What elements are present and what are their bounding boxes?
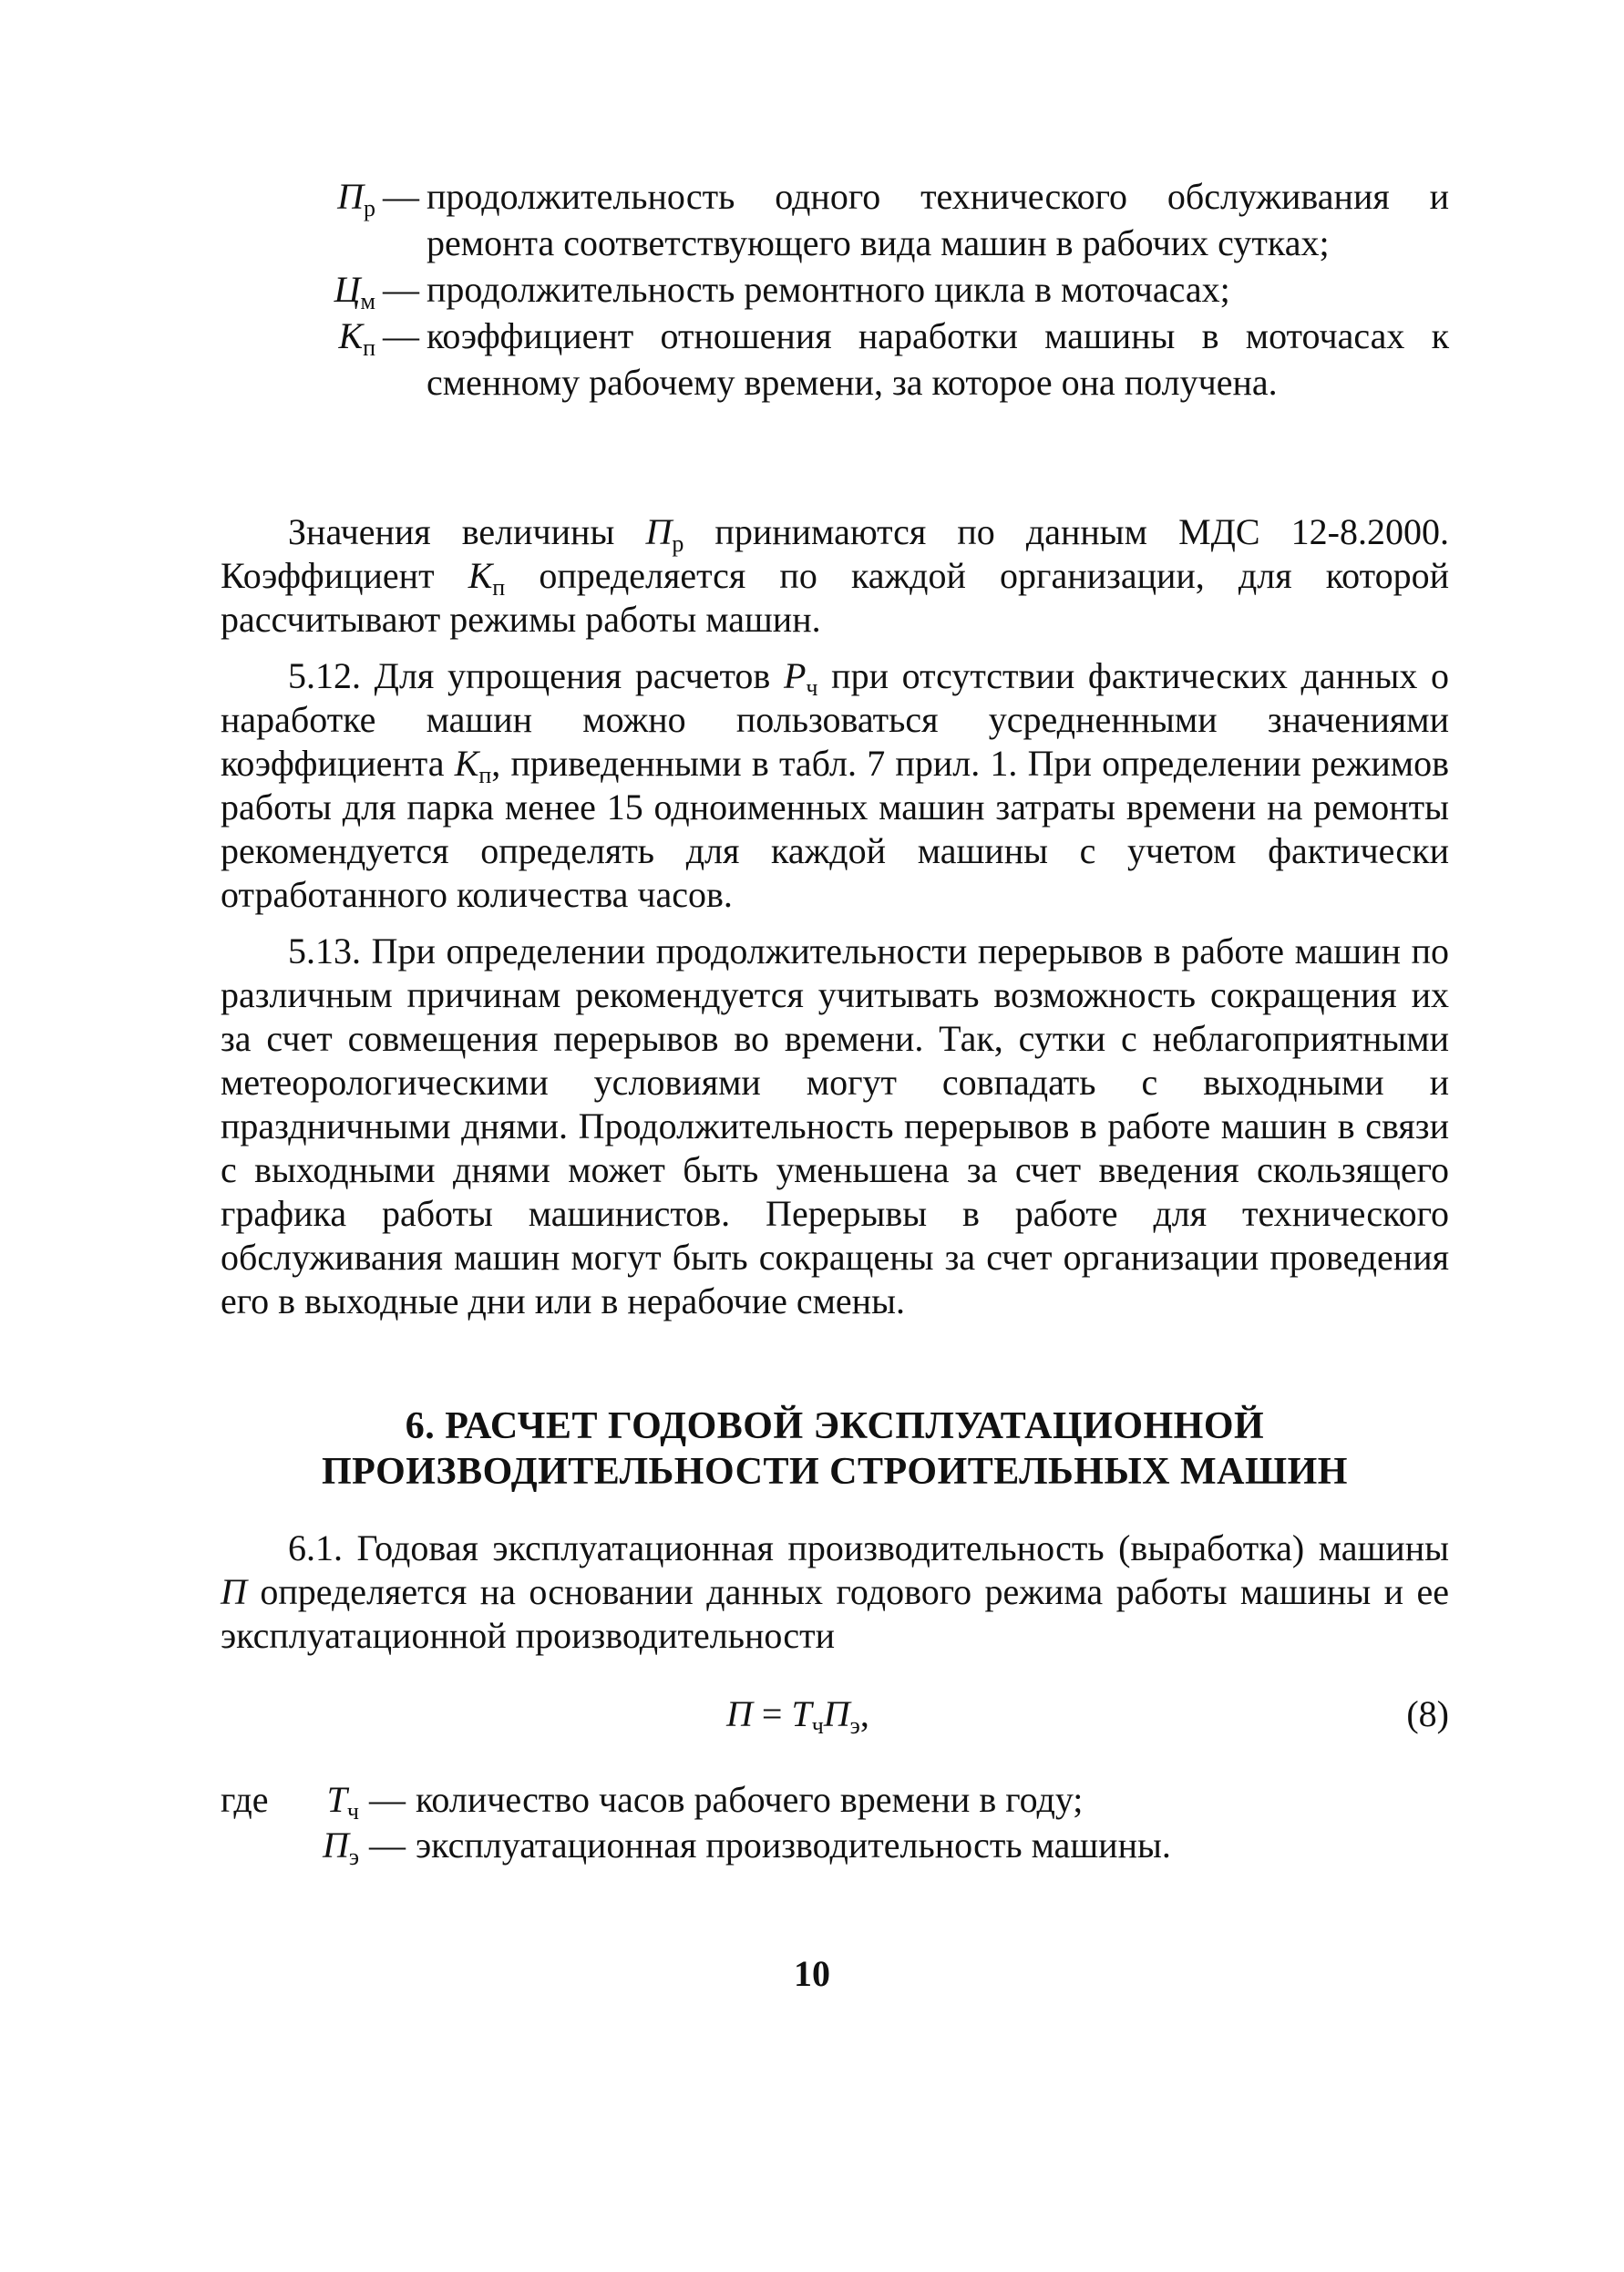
spacer xyxy=(221,1823,301,1868)
heading-line: ПРОИЗВОДИТЕЛЬНОСТИ СТРОИТЕЛЬНЫХ МАШИН xyxy=(322,1451,1348,1493)
symbol: $Ц_м$ xyxy=(334,269,375,314)
where-label: где xyxy=(221,1779,269,1820)
legend-item xyxy=(221,1777,1449,1823)
heading-line: 6. РАСЧЕТ ГОДОВОЙ ЭКСПЛУАТАЦИОННОЙ xyxy=(405,1405,1265,1447)
legend-item xyxy=(221,1823,1449,1868)
legend-text: эксплуатационная производительность машины. xyxy=(416,1825,1171,1866)
legend-text: количество часов рабочего времени в году; xyxy=(416,1779,1084,1820)
body-section-6 xyxy=(221,1527,1449,1671)
formula-8 xyxy=(221,1691,1449,1738)
definition-text: коэффициент отношения наработки машины в моточасах к сменному рабочему времени, за которое она получена. xyxy=(427,315,1449,403)
dash: — xyxy=(369,1825,406,1866)
body-section-5 xyxy=(221,510,1449,1336)
symbol: $Т_ч$ xyxy=(326,1779,359,1825)
dash: — xyxy=(383,315,419,356)
definition-item xyxy=(301,173,1449,266)
symbol: $К_п$ xyxy=(338,315,375,361)
definition-text: продолжительность ремонтного цикла в моточасах; xyxy=(427,269,1230,310)
definition-text: продолжительность одного технического обслуживания и ремонта соответствующего вида машин в рабочих сутках; xyxy=(427,176,1449,263)
paragraph: Значения величины $П_р$ принимаются по данным МДС 12-8.2000. Коэффициент $К_п$ определяется по каждой организации, для которой рассчитывают режимы работы машин. xyxy=(221,511,1449,640)
definition-item xyxy=(301,313,1449,406)
paragraph-5-13: 5.13. При определении продолжительности перерывов в работе машин по различным причинам рекомендуется учитывать возможность сокращения их за счет совмещения перерывов во времени. Так, сутки с неблагоприятными метеорологическими условиями могут совпадать с выходными и праздничными днями. Продолжительность перерывов в работе машин в связи с выходными днями может быть уменьшена за счет введения скользящего графика работы машинистов. Перерывы в работе для технического обслуживания машин могут быть сокращены за счет организации проведения его в выходные дни или в нерабочие смены. xyxy=(221,930,1449,1321)
paragraph-5-12: 5.12. Для упрощения расчетов $Р_ч$ при отсутствии фактических данных о наработке машин можно пользоваться усредненными значениями коэффициента $К_п$, приведенными в табл. 7 прил. 1. При определении режимов работы для парка менее 15 одноименных машин затраты времени на ремонты рекомендуется определять для каждой машины с учетом фактически отработанного количества часов. xyxy=(221,655,1449,915)
formula-legend xyxy=(221,1777,1449,1868)
formula-number: (8) xyxy=(1406,1693,1449,1734)
symbol: $П_р$ xyxy=(337,176,375,221)
paragraph-6-1: 6.1. Годовая эксплуатационная производительность (выработка) машины П определяется на основании данных годового режима работы машины и ее эксплуатационной производительности xyxy=(221,1527,1449,1656)
definition-item xyxy=(301,266,1449,313)
page-number: 10 xyxy=(794,1953,830,1994)
section-heading xyxy=(221,1403,1449,1495)
dash: — xyxy=(383,176,419,217)
formula-expression: $П = Т_чП_э$, xyxy=(726,1693,869,1739)
symbol: $П_э$ xyxy=(322,1825,359,1870)
dash: — xyxy=(369,1779,406,1820)
dash: — xyxy=(383,269,419,310)
definitions-list xyxy=(301,173,1449,406)
